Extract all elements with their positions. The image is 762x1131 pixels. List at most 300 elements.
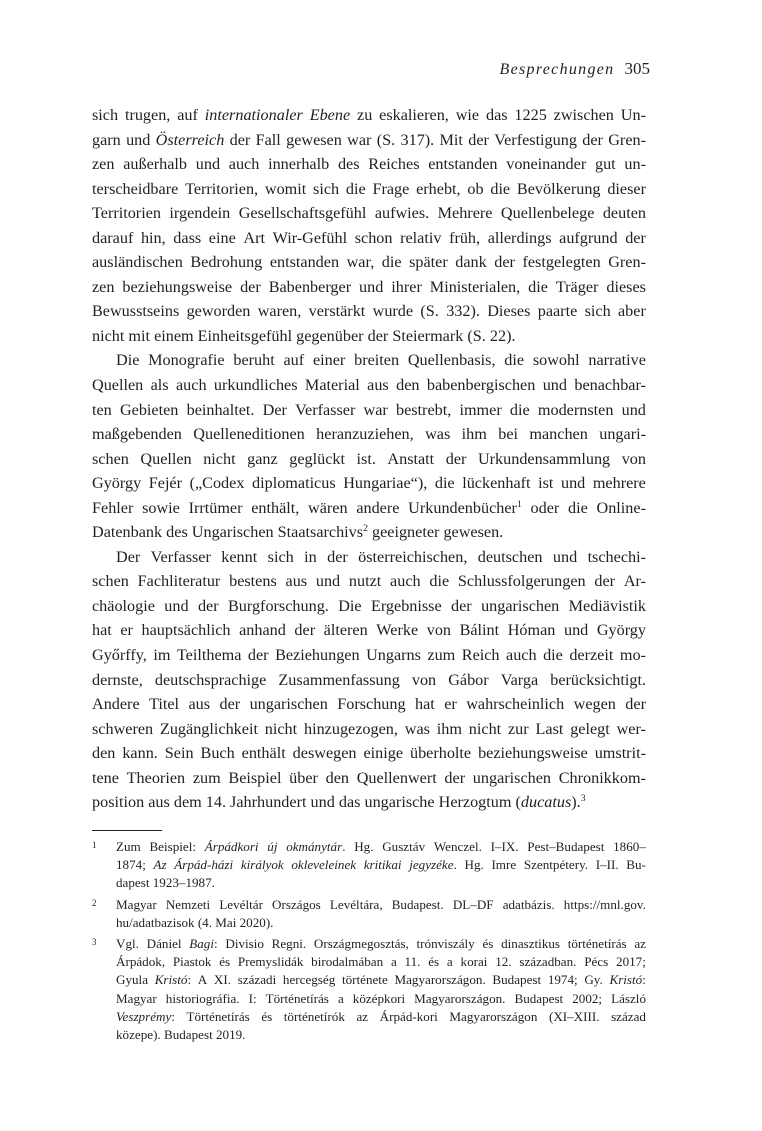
word: Gebieten [119, 400, 179, 419]
word: un- [624, 155, 646, 174]
word: das [485, 106, 508, 124]
word: (S. [420, 302, 439, 321]
footnote-ref: 1 [516, 498, 522, 510]
word: die [543, 646, 563, 665]
footnote-line [116, 856, 646, 874]
word: Levéltára, [329, 896, 383, 912]
word: Der [262, 400, 287, 419]
word: Quellen [92, 376, 144, 395]
word: Frage [372, 179, 410, 198]
word: tene [92, 768, 119, 787]
word: László [611, 990, 646, 1006]
word: történetírás [567, 935, 627, 951]
word: gegenüber [296, 326, 364, 345]
word: auch [390, 572, 421, 591]
word: die [509, 400, 530, 419]
word: der [197, 596, 219, 615]
word: die [429, 572, 450, 591]
word: Urkundenbücher$^1$ [408, 498, 522, 517]
word: wären [308, 498, 348, 517]
word: a [390, 954, 397, 970]
word: Babenberger [268, 277, 352, 296]
word: Wir-Gefühl [272, 228, 348, 247]
word: I–IX. [490, 839, 519, 854]
word: allerdings [487, 228, 552, 247]
word: die [504, 351, 525, 370]
word: geglückt [289, 449, 345, 468]
footnote-line [116, 990, 646, 1008]
word: Reich [461, 646, 500, 665]
word: gewesen [286, 130, 342, 149]
word: sich [267, 547, 294, 566]
word: 1974; [547, 972, 578, 988]
word: terscheidbare [92, 179, 179, 198]
word: verstärkt [308, 302, 366, 321]
word: Schlussfolgerungen [457, 572, 586, 591]
word: ihm [436, 719, 462, 738]
word: Beispiel [228, 768, 282, 787]
word: Hóman [507, 621, 556, 640]
word: der [229, 130, 251, 149]
word: zen [92, 155, 115, 174]
word: waren, [257, 302, 302, 321]
word: Történetírás [186, 1008, 250, 1024]
word: Quellen [140, 449, 192, 468]
word: und [552, 547, 578, 566]
word: I: [248, 990, 257, 1006]
word: Országos [272, 896, 321, 912]
word: nicht [264, 719, 298, 738]
word: womit [264, 179, 307, 198]
word: aus [367, 376, 389, 395]
word: modernsten [537, 400, 614, 419]
word: auch [506, 646, 537, 665]
word: ist. [356, 449, 376, 468]
word: Einheitsgefühl [197, 326, 293, 345]
word: Levéltár [219, 896, 263, 912]
word: darauf [92, 228, 134, 247]
text-line [92, 201, 646, 226]
word: 332). [446, 302, 480, 321]
footnote-line [116, 971, 646, 989]
word: mehrere [592, 474, 646, 493]
word: den [396, 376, 420, 395]
word: zum [192, 768, 221, 787]
word: beziehungsweise [478, 744, 588, 763]
word: https://mnl.gov. [563, 896, 646, 912]
word: von [411, 670, 437, 689]
word: Ungarischen [191, 523, 274, 542]
word: position [92, 793, 145, 812]
body-text [92, 103, 646, 815]
word: mo- [619, 646, 646, 665]
footnote-ref: 3 [580, 793, 586, 805]
text-line [92, 496, 646, 521]
word: und [195, 155, 221, 174]
word: als [150, 376, 169, 395]
word: wer- [616, 719, 646, 738]
word: és [482, 935, 494, 951]
word: hauptsächlich [141, 621, 231, 640]
word: des [166, 523, 188, 542]
word: in [304, 547, 317, 566]
word: umstrit- [594, 744, 646, 763]
word: und [126, 130, 151, 149]
word: ganz [247, 449, 278, 468]
text-line [92, 569, 646, 594]
word: 12. [495, 954, 512, 970]
word: geworden [186, 302, 251, 321]
word: einige [363, 744, 404, 763]
word: kennt [221, 547, 258, 566]
footnote-line [116, 914, 646, 932]
word: nicht [468, 719, 502, 738]
word: dapest [116, 875, 150, 891]
word: Dieses [487, 302, 531, 321]
word: Fachliteratur [137, 572, 221, 591]
text-line [92, 594, 646, 619]
word: enthält, [251, 498, 300, 517]
word: Territorien, [185, 179, 259, 198]
footnote-line [116, 1008, 646, 1026]
word: wahrscheinlich [466, 695, 565, 714]
word: wegen [573, 695, 616, 714]
word: Gyula [116, 972, 148, 988]
footnote-number: 1 [92, 840, 97, 850]
footnote-line [116, 935, 646, 953]
word: Forschung [337, 695, 406, 714]
word: (ducatus).$^3$ [515, 793, 586, 812]
word: és [219, 954, 231, 970]
word: aus [188, 695, 211, 714]
word: über [289, 768, 318, 787]
word: Quellenbelege [500, 204, 595, 223]
word: im [153, 646, 171, 665]
word: gelegt [570, 719, 610, 738]
word: deutschen [477, 547, 543, 566]
word: század [611, 1008, 646, 1024]
word: berücksichtigt. [550, 670, 646, 689]
footnote-line [116, 1026, 646, 1044]
word: ungarische [364, 793, 435, 812]
word: Árpádok, [116, 954, 166, 970]
text-line [92, 766, 646, 791]
word: der [367, 326, 389, 345]
word: Ar- [623, 572, 646, 591]
word: Gy. [584, 972, 603, 988]
running-header [500, 59, 650, 80]
word: Bevölkerung [516, 179, 601, 198]
word: Gren- [608, 253, 646, 272]
word: Magyar [116, 896, 157, 912]
word: einer [312, 351, 346, 370]
word: Die [116, 351, 140, 370]
word: Bewusstseins [92, 302, 180, 321]
word: Árpád-házi [174, 857, 234, 873]
word: korai [460, 954, 488, 970]
word: Magyar [116, 990, 157, 1006]
word: aber [618, 302, 646, 321]
word: überholte [409, 744, 472, 763]
word: adatbázis. [502, 896, 555, 912]
word: der [451, 596, 472, 615]
word: sich [92, 106, 119, 124]
word: älteren [323, 621, 368, 640]
word: Budapest [514, 990, 564, 1006]
word: trónviszály [416, 935, 475, 951]
word: 2002; [572, 990, 603, 1006]
word: és [428, 954, 440, 970]
word: az [634, 935, 646, 951]
text-line [92, 471, 646, 496]
word: deswegen [292, 744, 357, 763]
word: paarte [537, 302, 578, 321]
word: des [337, 155, 360, 174]
word: Die [338, 596, 362, 615]
word: kritikai [363, 857, 402, 873]
footnote [92, 935, 646, 1044]
word: dank [455, 253, 487, 272]
word: früh, [449, 228, 481, 247]
word: Der [116, 547, 141, 566]
text-line [92, 103, 646, 128]
paragraph [92, 348, 646, 544]
word: DL–DF [452, 896, 494, 912]
word: beruht [233, 351, 275, 370]
word: Budapest. [391, 896, 444, 912]
word: Art [243, 228, 265, 247]
word: Theorien [126, 768, 186, 787]
word: das [338, 793, 361, 812]
word: történetírók [283, 1008, 345, 1024]
word: aus [148, 793, 170, 812]
text-line [92, 152, 646, 177]
word: Jahrhundert [230, 793, 307, 812]
word: hu/adatbazisok [116, 914, 195, 930]
word: garn [92, 130, 121, 149]
word: Bu- [626, 857, 646, 873]
word: urkundliches [213, 376, 298, 395]
word: benachbar- [574, 376, 646, 395]
word: Dániel [146, 935, 182, 951]
word: und [310, 793, 335, 812]
word: Quellenbasis, [407, 351, 496, 370]
word: festgelegten [522, 253, 601, 272]
word: okleveleinek [291, 857, 357, 873]
word: chäologie [92, 596, 155, 615]
text-line [92, 226, 646, 251]
word: Herzogtum [438, 793, 512, 812]
word: und [563, 621, 589, 640]
word: jegyzéke. [409, 857, 457, 873]
word: sowie [142, 498, 180, 517]
word: Fall [255, 130, 281, 149]
word: gewesen. [443, 523, 504, 542]
word: dinasztikus [501, 935, 561, 951]
word: bestens [229, 572, 277, 591]
word: zum [427, 646, 456, 665]
text-line [92, 692, 646, 717]
word: Chronikkom- [558, 768, 646, 787]
footnote [92, 838, 646, 893]
word: historiográfia. [165, 990, 240, 1006]
word: Divisio [225, 935, 264, 951]
word: tschechi- [587, 547, 646, 566]
word: und [621, 400, 646, 419]
word: deuten [602, 204, 646, 223]
word: története [341, 972, 388, 988]
word: az [356, 1008, 369, 1024]
word: was [425, 425, 451, 444]
word: der [445, 449, 467, 468]
word: Hg. [464, 857, 484, 873]
word: Zugänglichkeit [159, 719, 258, 738]
word: auf [177, 106, 198, 124]
word: Online- [596, 498, 646, 517]
word: der [240, 277, 261, 296]
word: a [337, 990, 344, 1006]
word: 2017; [616, 954, 646, 970]
word: bei [498, 425, 519, 444]
word: mit [128, 326, 151, 345]
paragraph [92, 545, 646, 815]
word: den [92, 744, 116, 763]
footnotes [92, 838, 646, 1047]
word: breiten [354, 351, 400, 370]
word: Titel [149, 695, 180, 714]
word: zwischen [553, 106, 614, 124]
footnote [92, 896, 646, 932]
word: immer [459, 400, 502, 419]
running-title: Besprechungen [499, 61, 615, 78]
word: Territorien [92, 204, 161, 223]
word: voneinander [506, 155, 587, 174]
footnote-line [116, 838, 646, 856]
word: dass [173, 228, 202, 247]
word: Ministerialen, [429, 277, 521, 296]
word: auf [283, 351, 305, 370]
text-line [92, 398, 646, 423]
word: ob [467, 179, 484, 198]
word: sich [584, 302, 611, 321]
word: Hungariae“), [343, 474, 428, 493]
word: („Codex [189, 474, 245, 493]
word: Piastok [172, 954, 212, 970]
word: hat [92, 621, 112, 640]
word: heranzuziehen, [316, 425, 414, 444]
word: Magyarországon. [394, 972, 486, 988]
text-line [92, 618, 646, 643]
word: die [434, 474, 455, 493]
word: királyok [240, 857, 284, 873]
word: Mai [215, 914, 237, 930]
word: 2020). [239, 914, 274, 930]
word: Kristó: [609, 972, 646, 988]
word: auch [175, 376, 207, 395]
word: Steiermark [392, 326, 464, 345]
word: Verfestigung [494, 130, 577, 149]
word: Quellenwert [356, 768, 437, 787]
word: außerhalb [123, 155, 188, 174]
word: die [568, 498, 588, 517]
word: 14. [205, 793, 226, 812]
word: Staatsarchivs$^2$ [277, 523, 368, 542]
word: schen [92, 449, 129, 468]
word: war [347, 130, 372, 149]
word: XI. [213, 972, 232, 988]
word: die [381, 253, 402, 272]
word: György [596, 621, 646, 640]
word: Magyarországon. [414, 990, 506, 1006]
word: ten [92, 400, 112, 419]
word: Pest–Budapest [527, 839, 605, 854]
word: Buch [200, 744, 235, 763]
text-line [92, 324, 646, 349]
word: entstanden [269, 253, 340, 272]
page-number: 305 [624, 59, 650, 78]
word: aufwies. [374, 204, 430, 223]
word: der [594, 572, 616, 591]
word: A [197, 972, 208, 988]
text-line [92, 299, 646, 324]
word: relativ [400, 228, 442, 247]
word: dieses [606, 277, 646, 296]
word: Győrffy, [92, 646, 147, 665]
word: kann. [122, 744, 158, 763]
word: anhand [239, 621, 286, 640]
word: war [363, 400, 388, 419]
word: Datenbank [92, 523, 163, 542]
word: (XI–XIII. [548, 1008, 600, 1024]
word: von [621, 449, 646, 468]
word: 1225 [514, 106, 547, 124]
word: Beziehungen [275, 646, 360, 665]
word: Az [153, 857, 167, 873]
word: wurde [372, 302, 414, 321]
word: Bagi: [189, 935, 218, 951]
word: babenbergischen [426, 376, 536, 395]
footnote-number: 3 [92, 936, 97, 947]
word: Andere [92, 695, 140, 714]
word: Material [304, 376, 360, 395]
word: Zusammenfassung [278, 670, 400, 689]
word: von [426, 621, 451, 640]
word: und [542, 376, 567, 395]
word: Beispiel: [149, 839, 197, 854]
word: nicht [203, 449, 236, 468]
word: trugen, [124, 106, 171, 124]
word: Urkundensammlung [477, 449, 611, 468]
paragraph [92, 103, 646, 348]
word: Pécs [584, 954, 609, 970]
word: Bedrohung [190, 253, 263, 272]
word: (S. [376, 130, 396, 149]
word: zen [92, 277, 115, 296]
word: Magyarországon [449, 1008, 538, 1024]
word: Fejér [148, 474, 183, 493]
word: irgendein [169, 204, 231, 223]
text-line [92, 348, 646, 373]
text-line [92, 545, 646, 570]
word: der [582, 130, 603, 149]
word: die [528, 277, 548, 296]
word: Sein [164, 744, 194, 763]
word: hercegség [282, 972, 336, 988]
word: auch [228, 155, 260, 174]
word: geeigneter [371, 523, 440, 542]
word: I–II. [595, 857, 619, 873]
text-line [92, 422, 646, 447]
